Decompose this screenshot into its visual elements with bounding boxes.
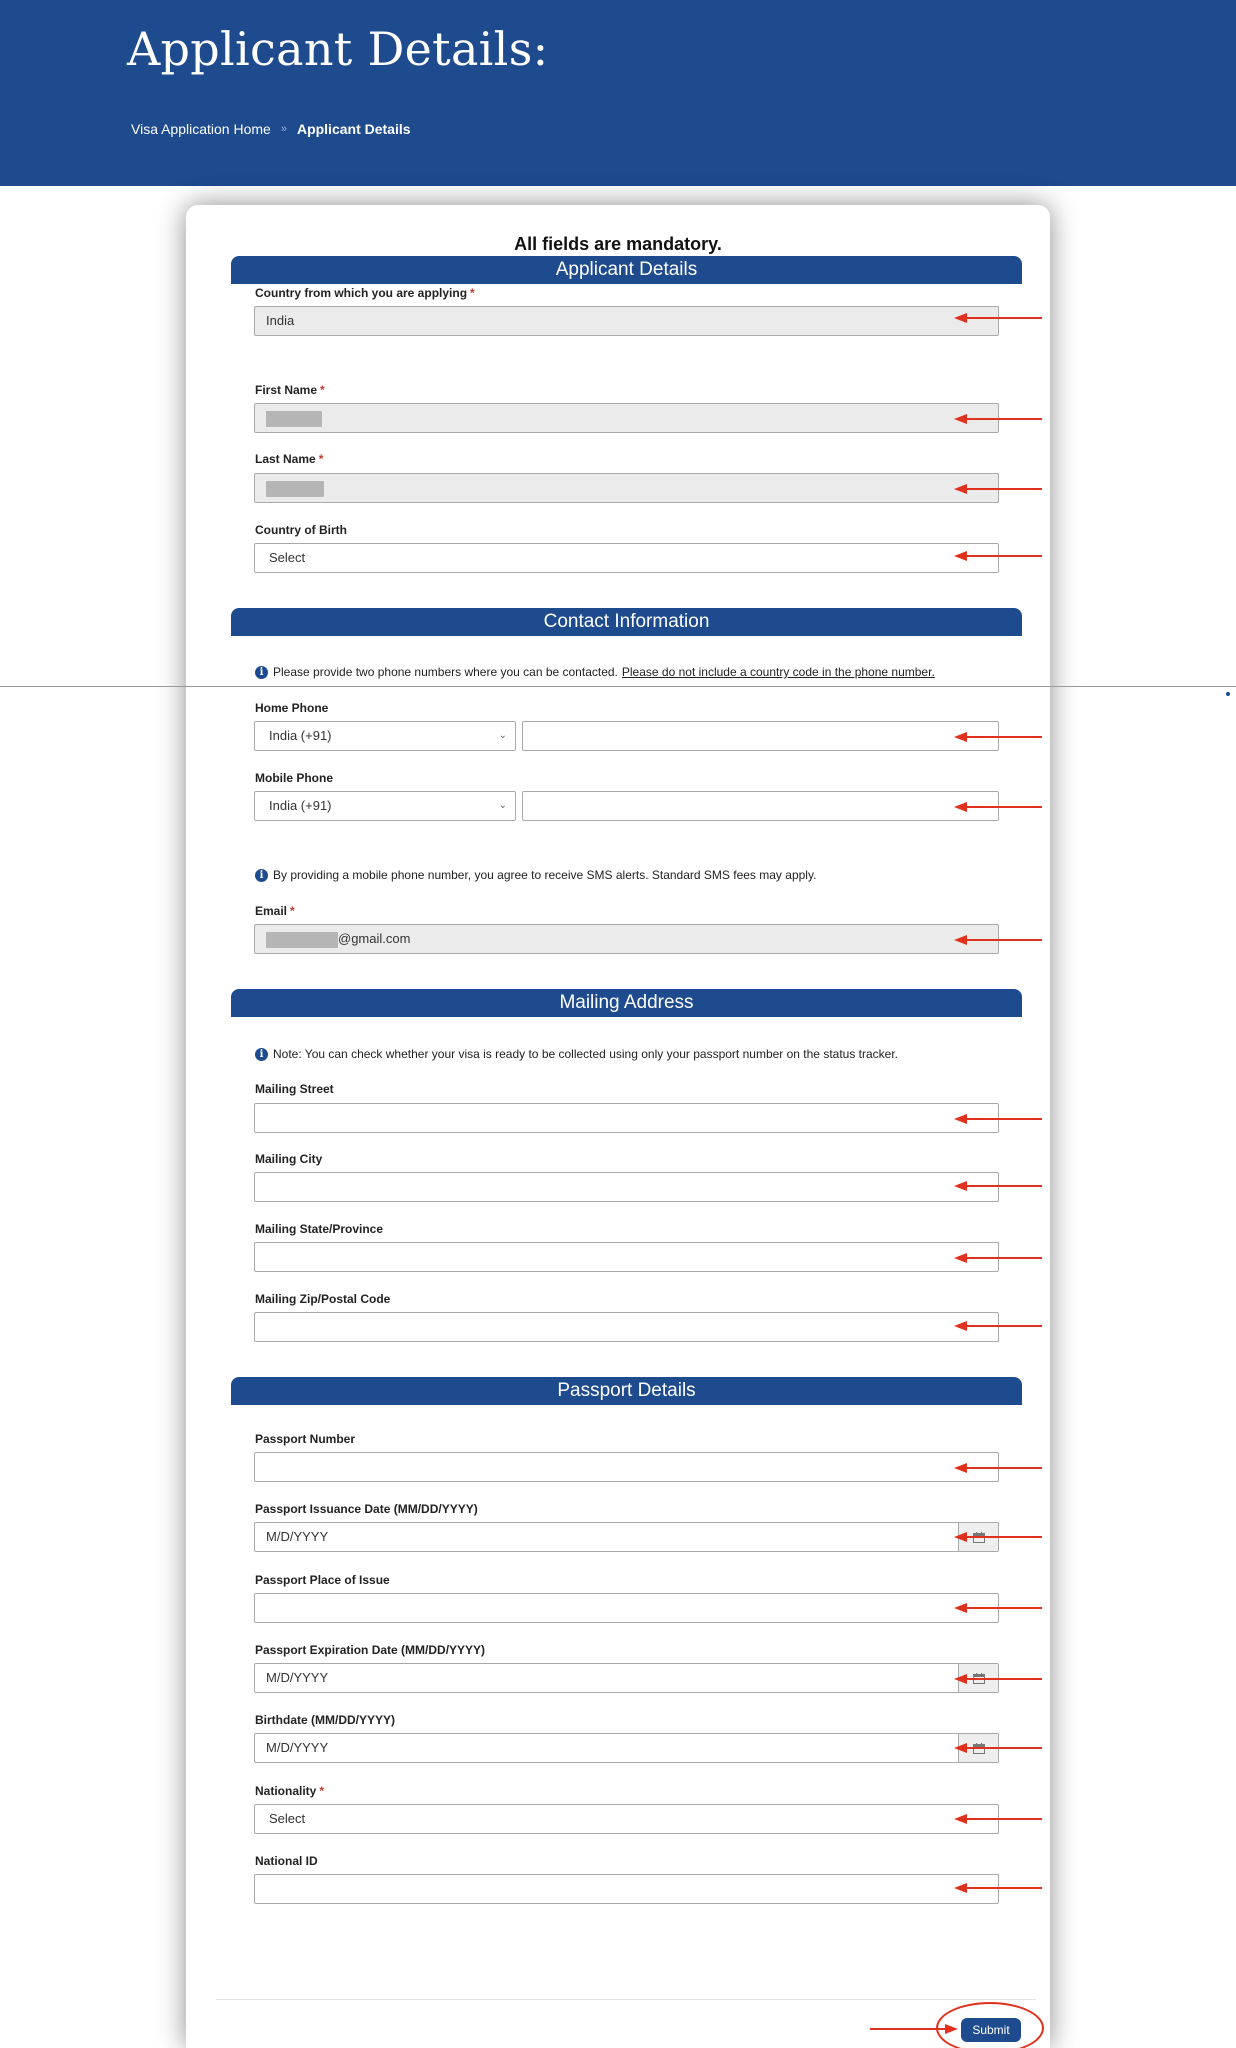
mobile-phone-label: Mobile Phone xyxy=(255,771,333,785)
breadcrumb xyxy=(131,121,411,137)
country-of-birth-label: Country of Birth xyxy=(255,523,347,537)
email-label: Email * xyxy=(255,904,295,918)
contact-note: i Please provide two phone numbers where you can be contacted. Please do not include a country code in the phone number. xyxy=(255,665,935,679)
last-name-field xyxy=(254,473,999,503)
red-arrow-icon xyxy=(954,1320,1042,1332)
passport-issuance-label: Passport Issuance Date (MM/DD/YYYY) xyxy=(255,1502,478,1516)
mobile-phone-country-select[interactable]: India (+91) ⌄ xyxy=(254,791,516,821)
section-header-passport: Passport Details xyxy=(231,1377,1022,1405)
country-applying-label: Country from which you are applying * xyxy=(255,286,475,300)
passport-number-input[interactable] xyxy=(254,1452,999,1482)
first-name-label: First Name * xyxy=(255,383,325,397)
red-arrow-icon xyxy=(954,1252,1042,1264)
red-arrow-icon xyxy=(954,801,1042,813)
sms-note: i By providing a mobile phone number, you agree to receive SMS alerts. Standard SMS fees may apply. xyxy=(255,868,816,882)
mailing-state-input[interactable] xyxy=(254,1242,999,1272)
nationality-select[interactable]: Select xyxy=(254,1804,999,1834)
red-arrow-icon xyxy=(954,1882,1042,1894)
mailing-zip-label: Mailing Zip/Postal Code xyxy=(255,1292,391,1306)
form-footer-divider xyxy=(216,1999,1036,2000)
section-header-applicant: Applicant Details xyxy=(231,256,1022,284)
mailing-zip-input[interactable] xyxy=(254,1312,999,1342)
red-arrow-icon xyxy=(954,550,1042,562)
mailing-state-label: Mailing State/Province xyxy=(255,1222,384,1236)
red-arrow-icon xyxy=(954,1462,1042,1474)
info-icon: i xyxy=(255,869,268,882)
mandatory-note: All fields are mandatory. xyxy=(514,234,722,254)
info-icon: i xyxy=(255,666,268,679)
red-arrow-icon xyxy=(954,1602,1042,1614)
email-domain: @gmail.com xyxy=(338,931,411,946)
passport-expiration-date-input[interactable]: M/D/YYYY xyxy=(254,1663,999,1693)
national-id-input[interactable] xyxy=(254,1874,999,1904)
redacted-first-name xyxy=(266,411,322,427)
red-arrow-icon xyxy=(954,483,1042,495)
passport-number-label: Passport Number xyxy=(255,1432,356,1446)
mailing-street-input[interactable] xyxy=(254,1103,999,1133)
breadcrumb-home-link[interactable]: Visa Application Home xyxy=(131,121,271,137)
mailing-city-label: Mailing City xyxy=(255,1152,323,1166)
redacted-last-name xyxy=(266,481,324,497)
breadcrumb-separator: » xyxy=(280,123,287,135)
home-phone-country-select[interactable]: India (+91) ⌄ xyxy=(254,721,516,751)
redacted-email-user xyxy=(266,932,338,948)
red-arrow-icon xyxy=(954,413,1042,425)
mobile-phone-input[interactable] xyxy=(522,791,999,821)
chevron-down-icon: ⌄ xyxy=(498,800,507,811)
page-title: Applicant Details: xyxy=(127,22,549,76)
birthdate-input[interactable]: M/D/YYYY xyxy=(254,1733,999,1763)
email-field xyxy=(254,924,999,954)
red-arrow-icon xyxy=(954,1813,1042,1825)
home-phone-input[interactable] xyxy=(522,721,999,751)
last-name-label: Last Name * xyxy=(255,452,324,466)
passport-expiration-label: Passport Expiration Date (MM/DD/YYYY) xyxy=(255,1643,486,1657)
first-name-field xyxy=(254,403,999,433)
mailing-street-label: Mailing Street xyxy=(255,1082,334,1096)
breadcrumb-current: Applicant Details xyxy=(296,121,411,137)
mailing-city-input[interactable] xyxy=(254,1172,999,1202)
red-arrow-icon xyxy=(954,1531,1042,1543)
red-arrow-icon xyxy=(954,312,1042,324)
info-icon: i xyxy=(255,1048,268,1061)
national-id-label: National ID xyxy=(255,1854,318,1868)
birthdate-label: Birthdate (MM/DD/YYYY) xyxy=(255,1713,396,1727)
page-header xyxy=(0,0,1236,186)
page-divider xyxy=(0,686,1236,687)
country-applying-field xyxy=(254,306,999,336)
section-header-contact: Contact Information xyxy=(231,608,1022,636)
chevron-down-icon: ⌄ xyxy=(498,730,507,741)
red-arrow-icon xyxy=(954,731,1042,743)
home-phone-label: Home Phone xyxy=(255,701,329,715)
section-header-mailing: Mailing Address xyxy=(231,989,1022,1017)
red-arrow-icon xyxy=(954,1180,1042,1192)
red-arrow-icon xyxy=(954,1113,1042,1125)
country-of-birth-select[interactable]: Select xyxy=(254,543,999,573)
submit-button[interactable]: Submit xyxy=(961,2018,1021,2042)
scroll-marker xyxy=(1226,692,1230,696)
red-arrow-icon xyxy=(954,1742,1042,1754)
passport-issuance-date-input[interactable]: M/D/YYYY xyxy=(254,1522,999,1552)
country-applying-value: India xyxy=(266,313,295,328)
passport-place-input[interactable] xyxy=(254,1593,999,1623)
red-arrow-icon xyxy=(954,1673,1042,1685)
red-arrow-icon xyxy=(954,934,1042,946)
passport-place-label: Passport Place of Issue xyxy=(255,1573,390,1587)
mailing-note: i Note: You can check whether your visa is ready to be collected using only your passport number on the status tracker. xyxy=(255,1047,898,1061)
nationality-label: Nationality * xyxy=(255,1784,325,1798)
